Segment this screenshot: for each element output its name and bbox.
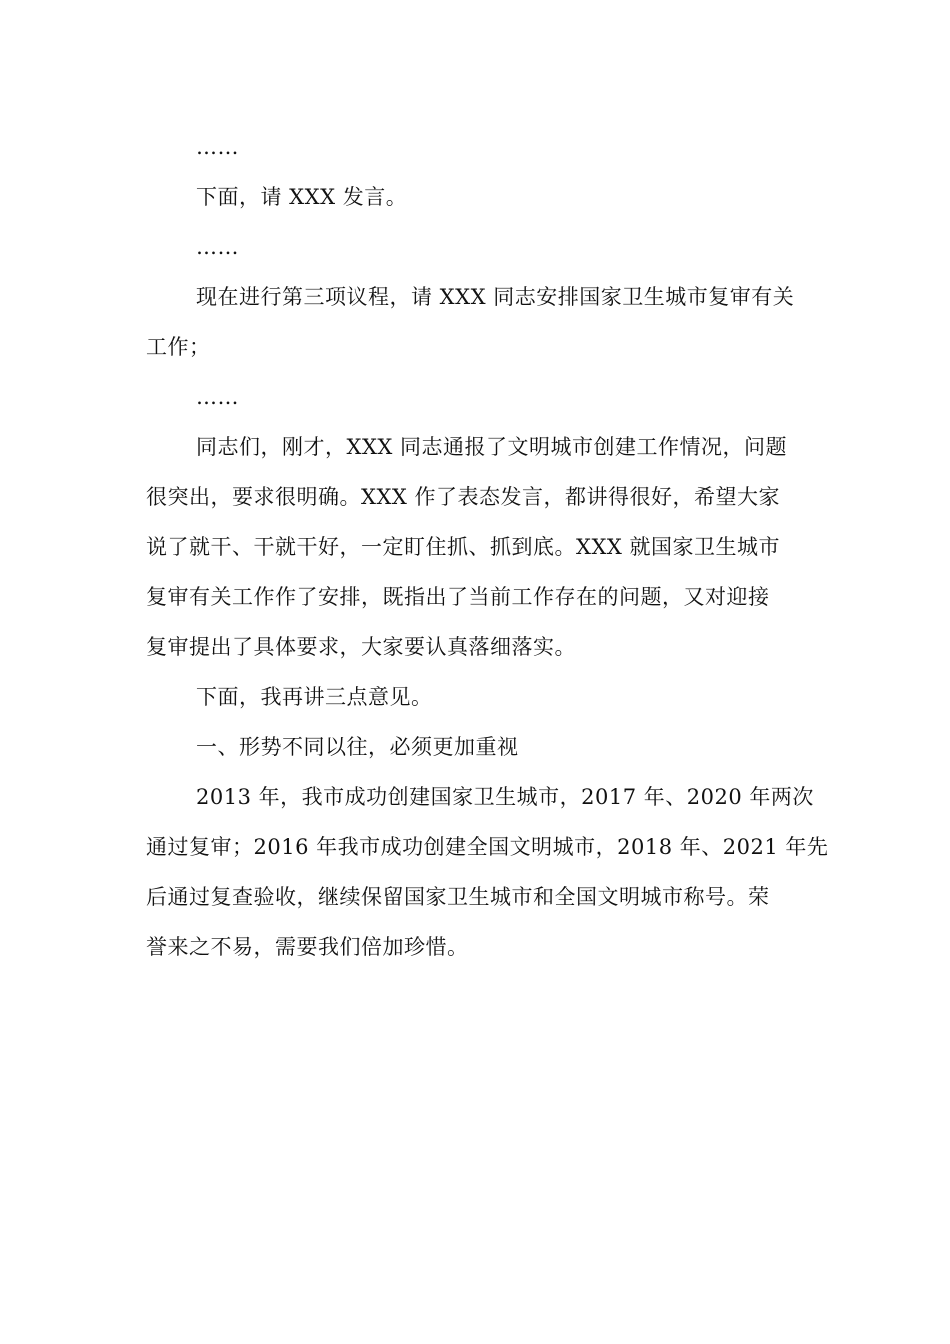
text-line: 复审有关工作作了安排，既指出了当前工作存在的问题，又对迎接	[146, 585, 770, 609]
text-line: 同志们，刚才，XXX 同志通报了文明城市创建工作情况，问题	[196, 435, 788, 459]
section-heading	[146, 722, 806, 772]
ellipsis-paragraph	[146, 122, 806, 172]
text-line: 很突出，要求很明确。XXX 作了表态发言，都讲得很好，希望大家	[146, 485, 781, 509]
text-line: 誉来之不易，需要我们倍加珍惜。	[146, 935, 469, 959]
ellipsis-paragraph	[146, 372, 806, 422]
background-paragraph	[146, 772, 829, 972]
speaker-call-paragraph	[146, 172, 806, 222]
text-line: ……	[196, 235, 239, 259]
text-line: 工作；	[146, 335, 211, 359]
document-body	[146, 122, 829, 972]
text-line: 复审提出了具体要求，大家要认真落细落实。	[146, 635, 576, 659]
agenda-item-paragraph	[146, 272, 806, 372]
text-line: 现在进行第三项议程，请 XXX 同志安排国家卫生城市复审有关	[196, 285, 795, 309]
text-line: 一、形势不同以往，必须更加重视	[196, 735, 519, 759]
text-line: ……	[196, 385, 239, 409]
transition-paragraph	[146, 672, 806, 722]
ellipsis-paragraph	[146, 222, 806, 272]
text-line: 2013 年，我市成功创建国家卫生城市，2017 年、2020 年两次	[196, 785, 814, 809]
text-line: 通过复审；2016 年我市成功创建全国文明城市，2018 年、2021 年先	[146, 835, 829, 859]
text-line: 下面，请 XXX 发言。	[196, 185, 408, 209]
text-line: ……	[196, 135, 239, 159]
text-line: 下面，我再讲三点意见。	[196, 685, 433, 709]
summary-paragraph	[146, 422, 806, 672]
text-line: 后通过复查验收，继续保留国家卫生城市和全国文明城市称号。荣	[146, 885, 770, 909]
text-line: 说了就干、干就干好，一定盯住抓、抓到底。XXX 就国家卫生城市	[146, 535, 781, 559]
